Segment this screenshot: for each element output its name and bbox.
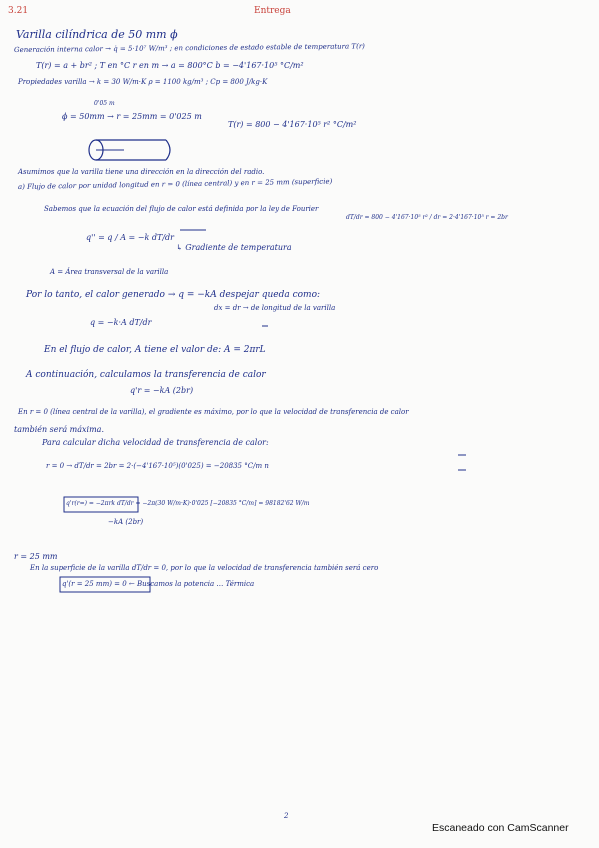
line-4: Propiedades varilla → k = 30 W/m·K ρ = 1100 kg/m³ ; Cp = 800 J/kg·K bbox=[18, 78, 268, 86]
line-22: r = 0 → dT/dr = 2br = 2·(−4'167·10⁵)(0'025) = −20835 °C/m n bbox=[46, 462, 269, 470]
problem-number: 3.21 bbox=[8, 6, 29, 16]
line-1: Varilla cilíndrica de 50 mm ϕ bbox=[16, 28, 178, 41]
page-mark: 2 bbox=[284, 812, 289, 820]
line-3: T(r) = a + br² ; T en °C r en m → a = 800°C b = −4'167·10⁵ °C/m² bbox=[36, 61, 304, 70]
line-27: q'(r = 25 mm) = 0 ← Buscamos la potencia … Térmica bbox=[62, 580, 255, 588]
line-19: En r = 0 (línea central de la varilla), el gradiente es máximo, por lo que la velocidad de transferencia de calor bbox=[18, 408, 409, 416]
camscanner-watermark: Escaneado con CamScanner bbox=[432, 822, 569, 834]
line-20: también será máxima. bbox=[14, 425, 104, 434]
line-25: r = 25 mm bbox=[14, 552, 58, 561]
page-heading: Entrega bbox=[254, 6, 291, 16]
line-10: dT/dr = 800 − 4'167·10⁵ r² / dr = 2·4'167·10⁵ r = 2br bbox=[346, 214, 508, 221]
line-17: A continuación, calculamos la transferencia de calor bbox=[26, 370, 266, 380]
line-24: −kA (2br) bbox=[108, 518, 144, 526]
line-12: ↳ Gradiente de temperatura bbox=[176, 243, 292, 252]
line-26: En la superficie de la varilla dT/dr = 0, por lo que la velocidad de transferencia también será cero bbox=[30, 564, 379, 572]
line-14: Por lo tanto, el calor generado → q = −kA despejar queda como: bbox=[26, 290, 321, 300]
line-5-top: 0'05 m bbox=[94, 100, 115, 107]
line-6: T(r) = 800 − 4'167·10⁵ r² °C/m² bbox=[228, 120, 357, 129]
line-7: Asumimos que la varilla tiene una dirección en la dirección del radio. bbox=[18, 168, 265, 176]
line-21: Para calcular dicha velocidad de transferencia de calor: bbox=[42, 438, 269, 447]
line-15b: dx = dr → de longitud de la varilla bbox=[214, 304, 336, 312]
line-13: A = Área transversal de la varilla bbox=[50, 268, 169, 276]
line-15a: q = −k·A dT/dr bbox=[90, 318, 152, 327]
line-16: En el flujo de calor, A tiene el valor de: A = 2πrL bbox=[44, 345, 266, 355]
line-8: a) Flujo de calor por unidad longitud en r = 0 (línea central) y en r = 25 mm (superficie) bbox=[17, 177, 333, 191]
line-23: q'r(r=) = −2πrk dT/dr = −2π(30 W/m·K)·0'025 [−20835 °C/m] = 98182'62 W/m bbox=[66, 500, 310, 507]
line-9: Sabemos que la ecuación del flujo de calor está definida por la ley de Fourier bbox=[44, 205, 319, 213]
line-2: Generación interna calor → q̇ = 5·10⁷ W/m³ ; en condiciones de estado estable de temperatura T(r) bbox=[13, 42, 365, 54]
line-18: q'r = −kA (2br) bbox=[130, 386, 194, 395]
line-5: ϕ = 50mm → r = 25mm = 0'025 m bbox=[62, 112, 202, 121]
line-11: q'' = q / A = −k dT/dr bbox=[86, 233, 174, 242]
